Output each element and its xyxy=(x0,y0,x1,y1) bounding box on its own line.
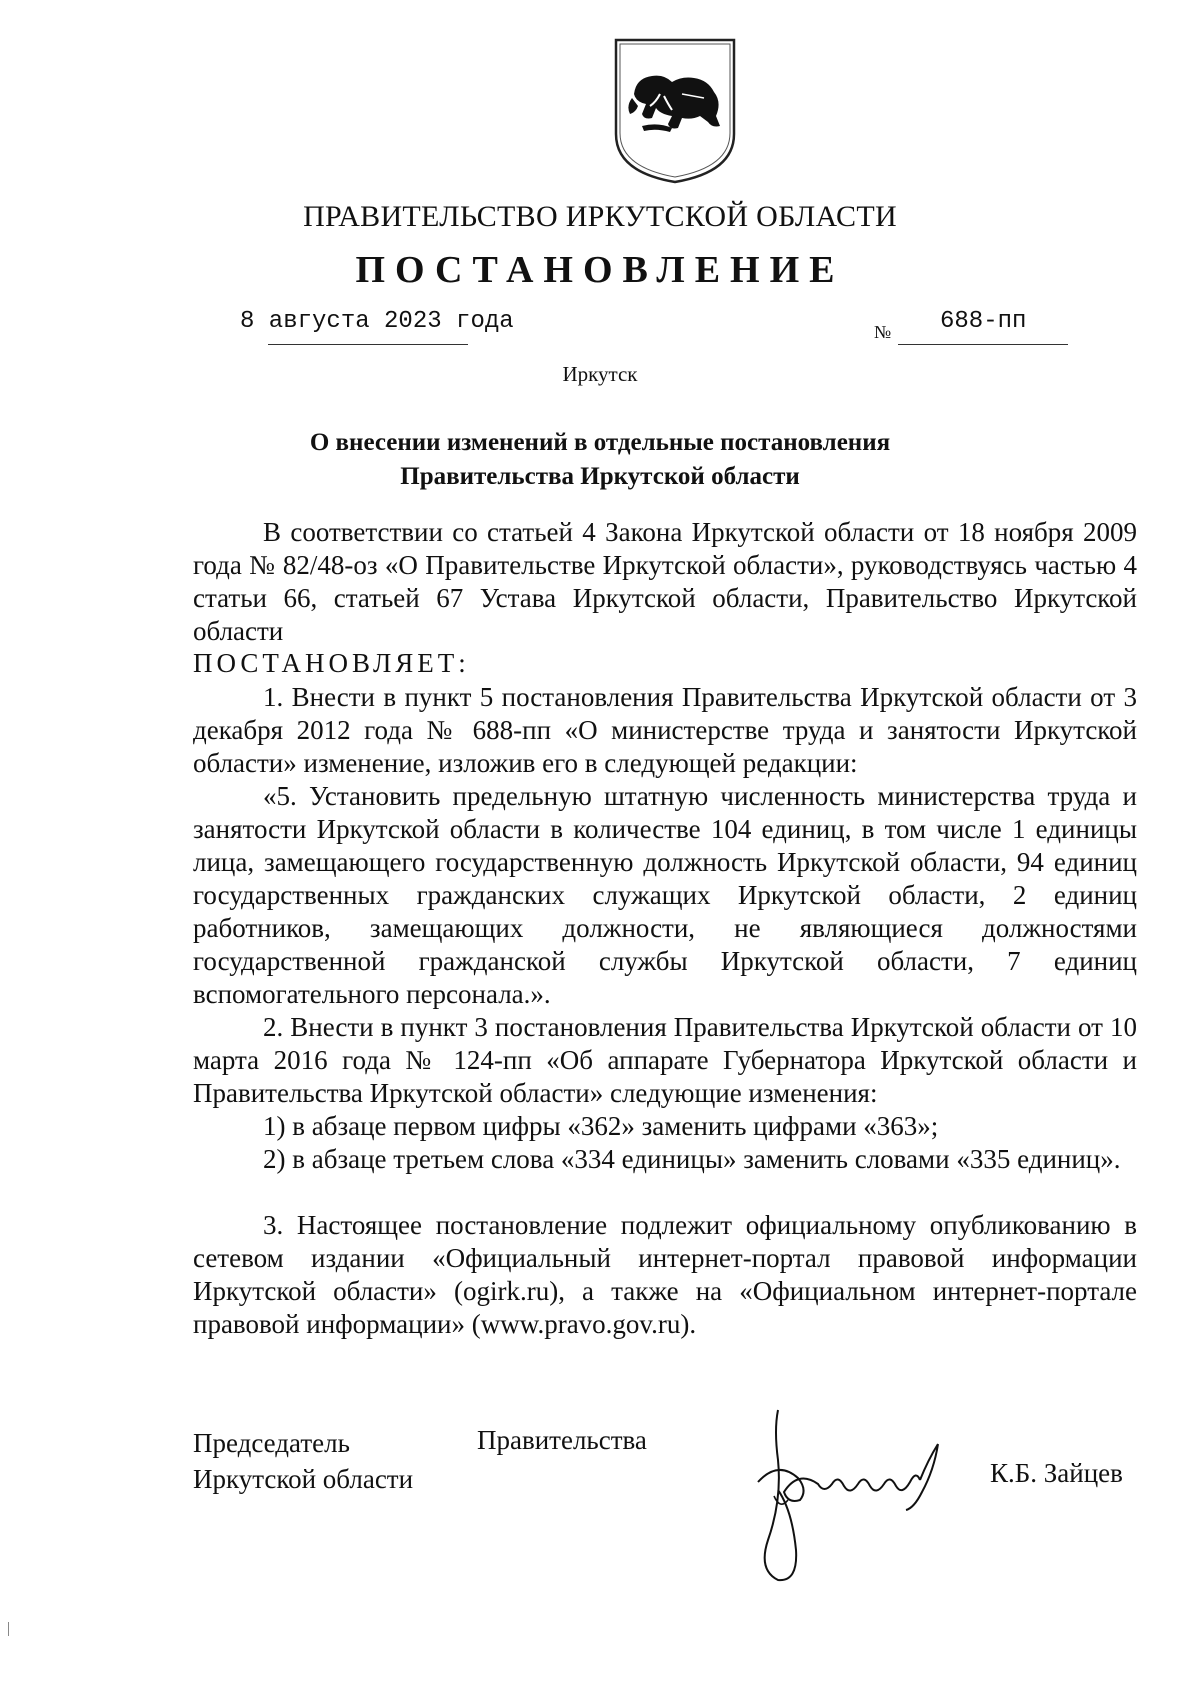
intro-paragraph: В соответствии со статьей 4 Закона Иркутской области от 18 ноября 2009 года № 82/48-оз «О Правительстве Иркутской области», руководствуясь частью 4 статьи 66, статьей 67 Устава Иркутской области, Правительство Иркутской области xyxy=(193,517,1137,646)
coat-of-arms-icon xyxy=(612,36,738,184)
item-3-paragraph: 3. Настоящее постановление подлежит официальному опубликованию в сетевом издании «Официальный интернет-портал правовой информации Иркутской области» (ogirk.ru), а также на «Официальном интернет-портале правовой информации» (www.pravo.gov.ru). xyxy=(193,1210,1137,1339)
document-title xyxy=(0,426,1200,494)
title-line-2: Правительства Иркутской области xyxy=(400,463,800,490)
signatory-position-line-2: Иркутской области xyxy=(193,1464,414,1494)
document-city: Иркутск xyxy=(562,362,638,386)
signatory-position-word: Правительства xyxy=(477,1425,647,1455)
document-number: 688-пп xyxy=(940,308,1027,335)
margin-mark xyxy=(8,1622,9,1636)
resolves-heading: ПОСТАНОВЛЯЕТ: xyxy=(193,648,470,678)
signatory-name: К.Б. Зайцев xyxy=(990,1458,1123,1488)
item-2-paragraph: 2. Внести в пункт 3 постановления Правительства Иркутской области от 10 марта 2016 года № 124-пп «Об аппарате Губернатора Иркутской области и Правительства Иркутской области» следующие изменения: xyxy=(193,1012,1137,1108)
document-type: ПОСТАНОВЛЕНИЕ xyxy=(355,249,845,291)
number-underline xyxy=(898,344,1068,345)
title-line-1: О внесении изменений в отдельные постановления xyxy=(309,429,891,456)
signatory-position-line-1: Председатель xyxy=(193,1428,350,1458)
government-name: ПРАВИТЕЛЬСТВО ИРКУТСКОЙ ОБЛАСТИ xyxy=(303,200,897,233)
item-2-subitem-1: 1) в абзаце первом цифры «362» заменить цифрами «363»; xyxy=(263,1111,939,1141)
date-underline xyxy=(268,344,468,345)
document-date: 8 августа 2023 года xyxy=(240,308,514,335)
handwritten-signature xyxy=(738,1400,978,1590)
item-2-subitem-2: 2) в абзаце третьем слова «334 единицы» заменить словами «335 единиц». xyxy=(263,1144,1121,1174)
signatory-position xyxy=(193,1425,413,1497)
item-1-paragraph: 1. Внести в пункт 5 постановления Правительства Иркутской области от 3 декабря 2012 года № 688-пп «О министерстве труда и занятости Иркутской области» изменение, изложив его в следующей редакции: xyxy=(193,682,1137,778)
number-sign: № xyxy=(874,322,892,342)
item-1-quote-paragraph: «5. Установить предельную штатную численность министерства труда и занятости Иркутской области в количестве 104 единиц, в том числе 1 единицы лица, замещающего государственную должность Иркутской области, 94 единиц государственных гражданских служащих Иркутской области, 2 единиц работников, замещающих должности, не являющиеся должностями государственной гражданской службы Иркутской области, 7 единиц вспомогательного персонала.». xyxy=(193,781,1137,1009)
